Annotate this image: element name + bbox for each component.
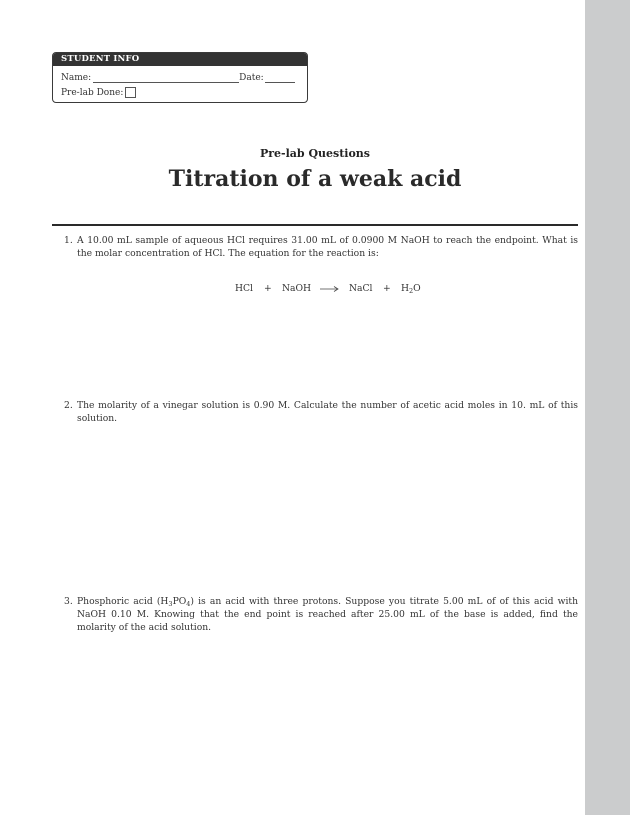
student-info-row-prelab [61,87,136,98]
question-number: 3. [64,596,73,607]
equation-product-1: NaCl [349,283,373,294]
student-info-row-name [61,73,295,83]
student-info-header: STUDENT INFO [53,53,307,66]
reaction-arrow-icon [320,283,340,295]
page-title: Titration of a weak acid [168,166,462,192]
page-subtitle: Pre-lab Questions [259,147,371,160]
question-text: Phosphoric acid $(H_3PO_4)$ is an acid with three protons. Suppose you titrate 5.00 mL of of this acid with NaOH 0.10 M. Knowing that the end point is reached after 25.00 mL of the base is added, find the molarity of the acid solution. [77,596,578,633]
question-3 [64,595,578,634]
question-text: The molarity of a vinegar solution is 0.90 M. Calculate the number of acetic acid moles in 10. mL of this solution. [77,400,578,424]
question-text: A 10.00 mL sample of aqueous HCl requires 31.00 mL of 0.0900 M NaOH to reach the endpoint. What is the molar concentration of HCl. The equation for the reaction is: [77,235,578,259]
date-label: Date: [239,73,264,83]
question-2 [64,399,578,425]
reaction-equation [0,283,630,297]
date-field[interactable] [265,73,295,83]
title-divider [52,224,578,226]
equation-plus-1: + [264,283,272,294]
name-label: Name: [61,73,92,83]
question-1 [64,234,578,260]
page-margin-bar [585,0,630,815]
equation-plus-2: + [383,283,391,294]
name-field[interactable] [93,73,239,83]
equation-product-2: $H_2O$ [401,283,421,295]
equation-reactant-1: HCl [235,283,253,294]
student-info-box [52,52,308,103]
prelab-done-checkbox[interactable] [125,87,136,98]
question-number: 1. [64,235,73,246]
question-number: 2. [64,400,73,411]
prelab-label: Pre-lab Done: [61,88,124,98]
equation-reactant-2: NaOH [282,283,312,294]
